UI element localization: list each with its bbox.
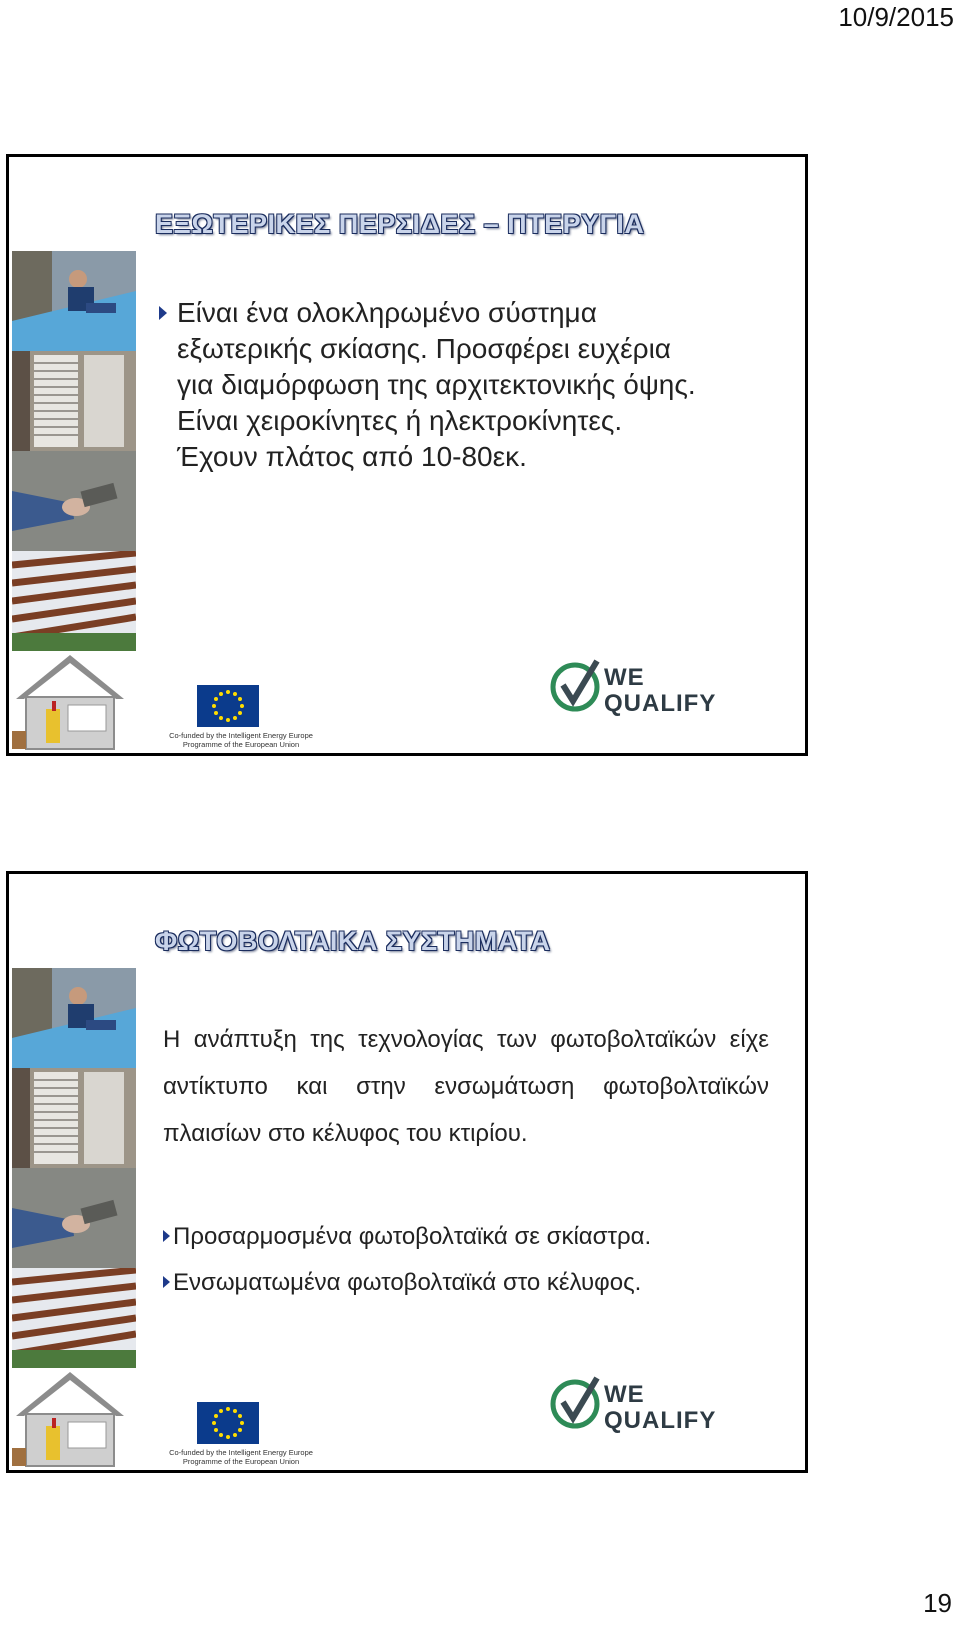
logo-text-line: QUALIFY xyxy=(604,1407,717,1434)
eu-caption-line: Co-funded by the Intelligent Energy Europe xyxy=(169,731,313,740)
eu-flag-icon xyxy=(197,685,259,727)
photo-worker-roof xyxy=(12,968,136,1068)
eu-cofunding-block xyxy=(151,1402,331,1466)
logo-text-line: WE xyxy=(604,664,645,691)
we-qualify-logo xyxy=(549,1374,749,1444)
photo-shutters xyxy=(12,1068,136,1168)
bullet-arrow-icon xyxy=(159,306,167,320)
photo-pergola xyxy=(12,551,136,651)
photo-strip xyxy=(12,968,136,1368)
logo-text xyxy=(604,1382,716,1434)
bullet-item xyxy=(163,1214,783,1260)
we-qualify-logo xyxy=(549,657,749,727)
photo-shutters xyxy=(12,351,136,451)
eu-caption xyxy=(151,731,331,749)
slide-paragraph: Η ανάπτυξη της τεχνολογίας των φωτοβολταϊκών είχε αντίκτυπο και στην ενσωμάτωση φωτοβολταϊκών πλαισίων στο κέλυφος του κτιρίου. xyxy=(163,1026,769,1147)
eu-caption-line: Programme of the European Union xyxy=(182,1457,300,1466)
bullet-line: για διαμόρφωση της αρχιτεκτονικής όψης. xyxy=(177,369,696,400)
bullet-arrow-icon xyxy=(163,1276,170,1288)
house-illustration xyxy=(12,651,130,751)
slide-title: ΕΞΩΤΕΡΙΚΕΣ ΠΕΡΣΙΔΕΣ – ΠΤΕΡΥΓΙΑ xyxy=(155,209,645,239)
bullet-text: Προσαρμοσμένα φωτοβολταϊκά σε σκίαστρα. xyxy=(173,1223,652,1250)
photo-plastering xyxy=(12,451,136,551)
page-number: 19 xyxy=(923,1588,952,1618)
header-date: 10/9/2015 xyxy=(838,2,954,32)
photo-plastering xyxy=(12,1168,136,1268)
slide-title: ΦΩΤΟΒΟΛΤΑΙΚΑ ΣΥΣΤΗΜΑΤΑ xyxy=(155,926,551,956)
bullet-item xyxy=(163,1260,783,1306)
logo-text xyxy=(604,665,716,717)
bullet-line: Έχουν πλάτος από 10-80εκ. xyxy=(177,441,527,472)
eu-caption xyxy=(151,1448,331,1466)
photo-worker-roof xyxy=(12,251,136,351)
logo-text-line: QUALIFY xyxy=(604,690,717,717)
eu-flag-icon xyxy=(197,1402,259,1444)
bullet-line: Είναι ένα ολοκληρωμένο σύστημα xyxy=(177,297,597,328)
slide-1 xyxy=(6,154,808,756)
bullet-text: Ενσωματωμένα φωτοβολταϊκά στο κέλυφος. xyxy=(173,1269,642,1296)
eu-caption-line: Programme of the European Union xyxy=(182,740,300,749)
bullet-line: Είναι χειροκίνητες ή ηλεκτροκίνητες. xyxy=(177,405,623,436)
photo-pergola xyxy=(12,1268,136,1368)
checkmark-logo-icon xyxy=(549,1374,605,1430)
photo-strip xyxy=(12,251,136,651)
bullet-line: εξωτερικής σκίασης. Προσφέρει ευχέρια xyxy=(177,333,671,364)
checkmark-logo-icon xyxy=(549,657,605,713)
bullet-list xyxy=(163,1214,783,1306)
bullet-list xyxy=(159,295,759,475)
logo-text-line: WE xyxy=(604,1381,645,1408)
bullet-item xyxy=(159,295,759,475)
eu-cofunding-block xyxy=(151,685,331,749)
bullet-arrow-icon xyxy=(163,1230,170,1242)
slide-2 xyxy=(6,871,808,1473)
eu-caption-line: Co-funded by the Intelligent Energy Europe xyxy=(169,1448,313,1457)
house-illustration xyxy=(12,1368,130,1468)
